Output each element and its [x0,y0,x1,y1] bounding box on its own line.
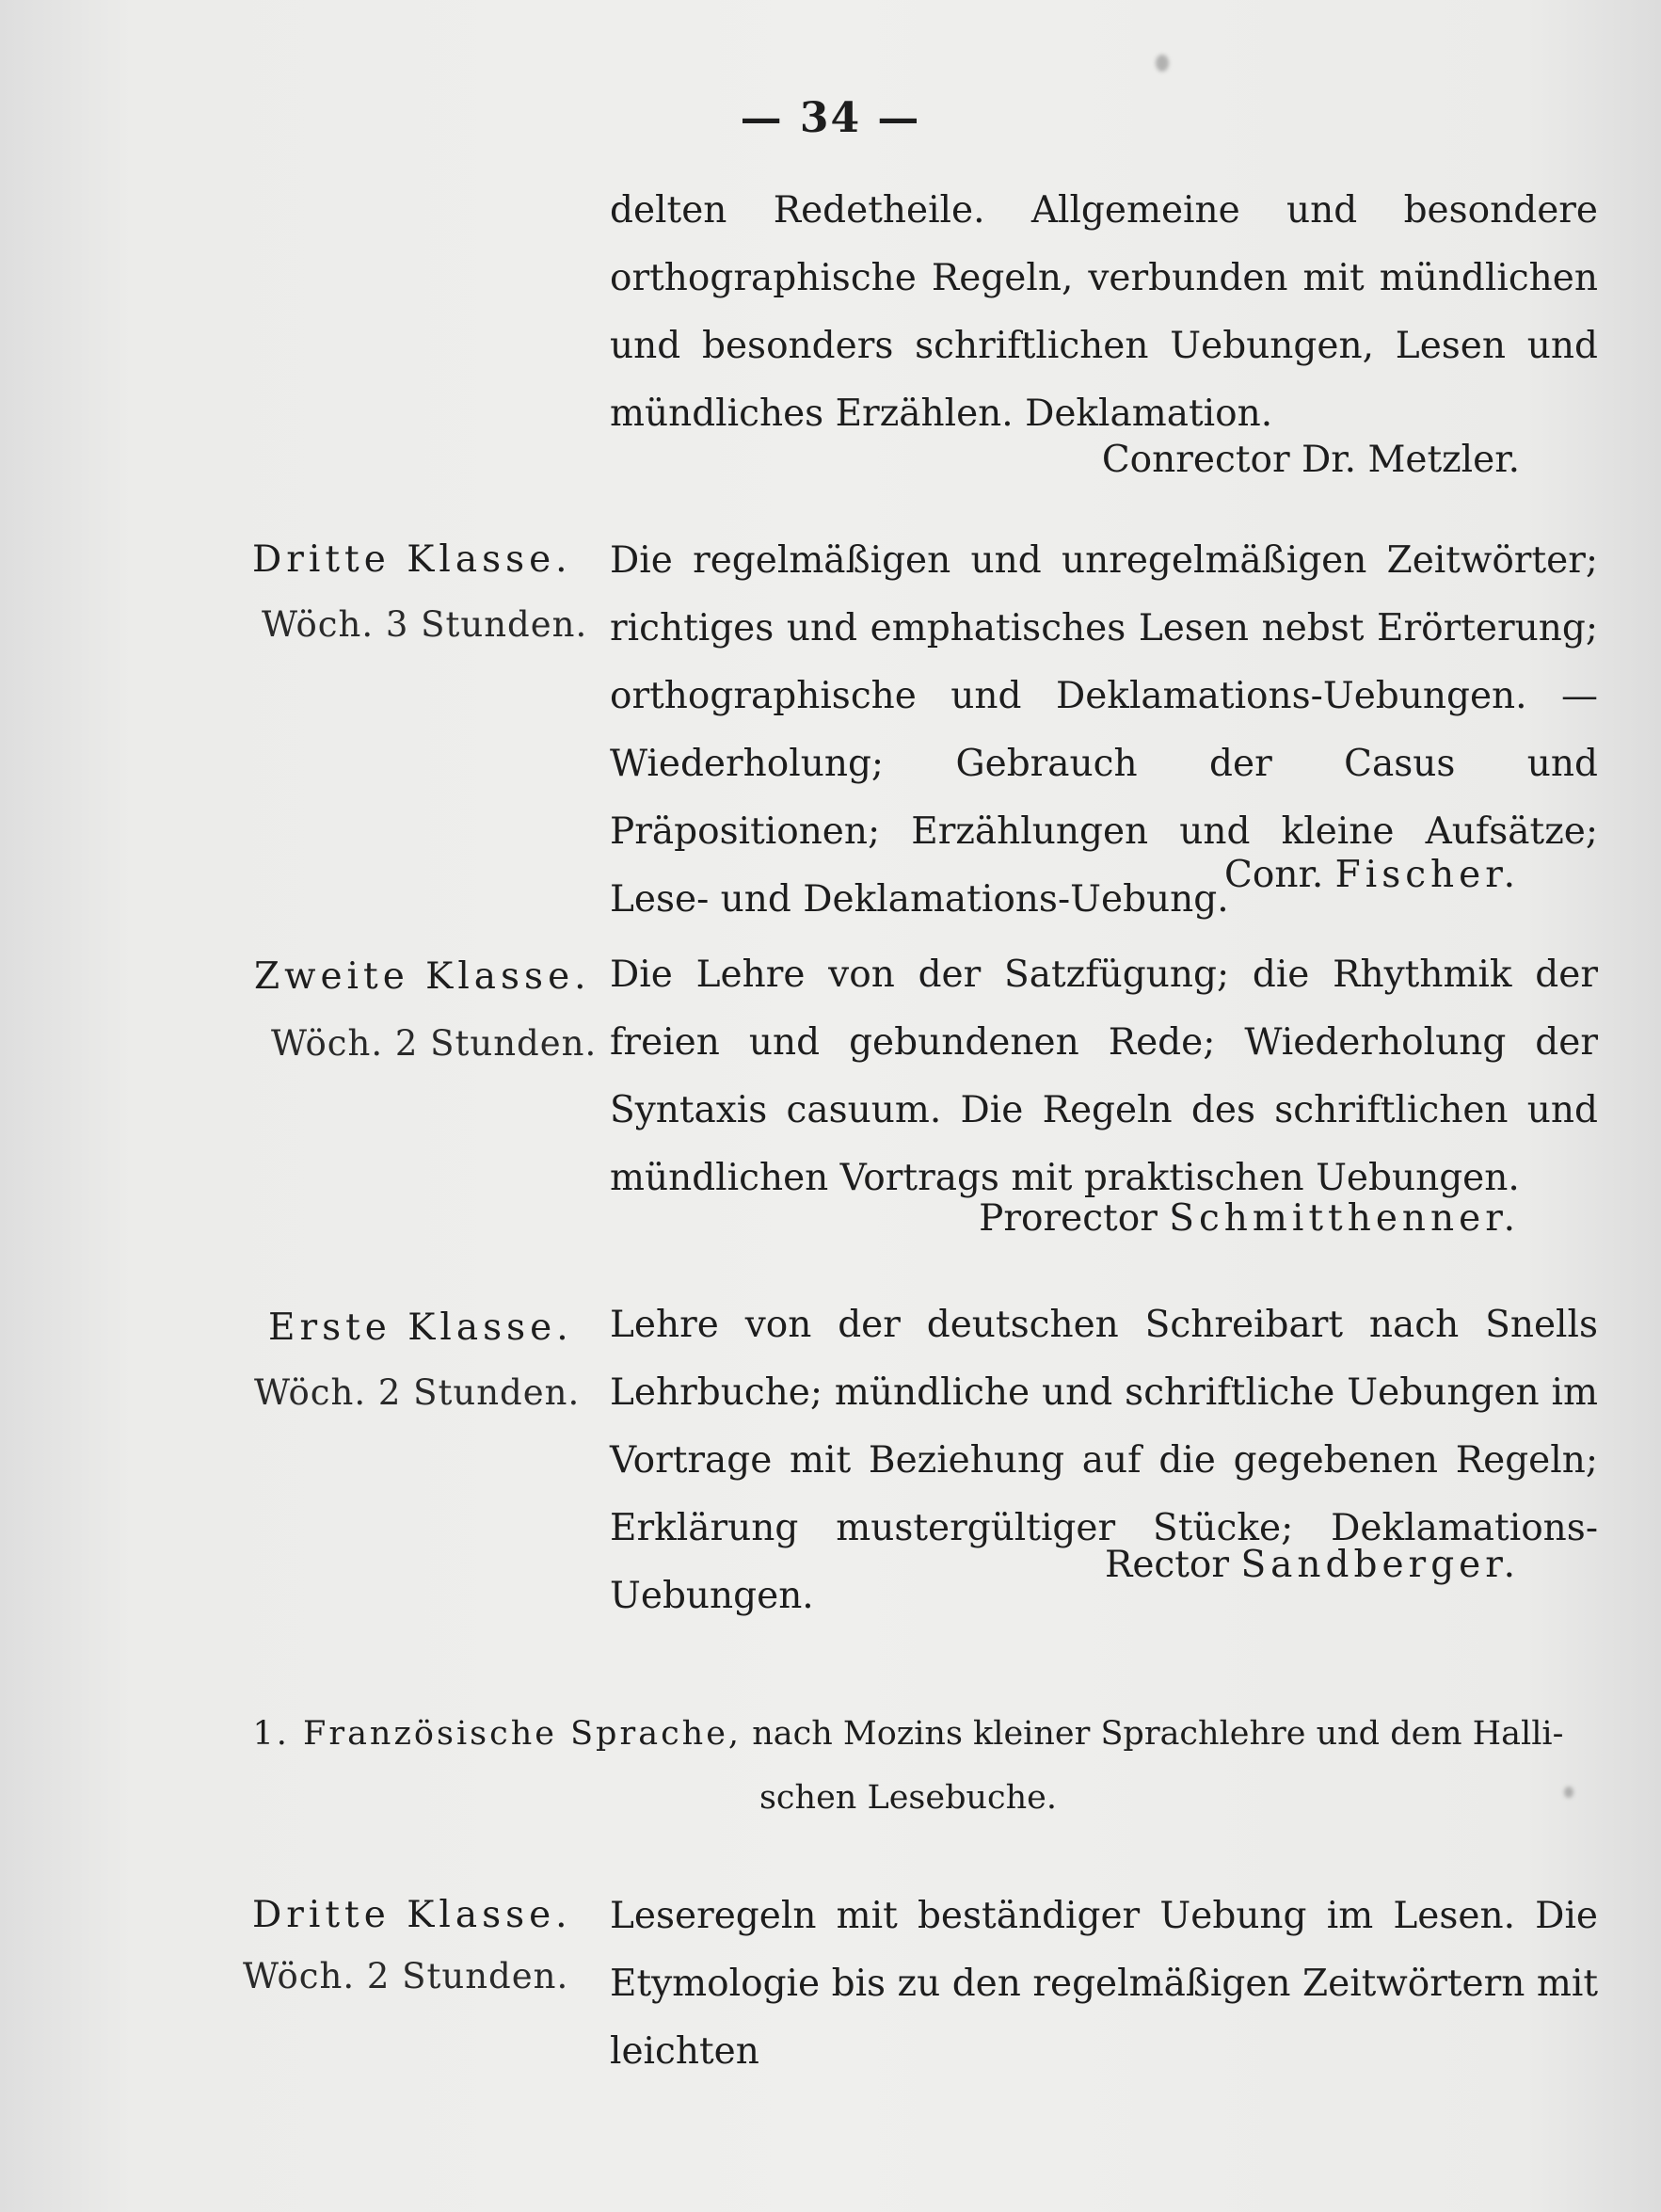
section-heading-line-2: schen Lesebuche. [759,1779,1058,1817]
ink-speck [1156,55,1169,72]
class-hours: Wöch. 2 Stunden. [243,1956,569,1996]
teacher-signature [979,1197,1520,1240]
section-heading-line-1 [216,1702,1600,1766]
teacher-signature [1105,1544,1520,1586]
teacher-name: Schmitthenner. [1169,1197,1520,1240]
class-hours: Wöch. 2 Stunden. [254,1372,581,1413]
ink-speck [1564,1787,1573,1798]
class-label: Dritte Klasse. [252,1894,572,1936]
class-description: Die Lehre von der Satzfügung; die Rhythmik der freien und gebundenen Rede; Wiederholung der Syntaxis casuum. Die Regeln des schriftlichen und mündlichen Vortrags mit praktischen Uebungen. [610,954,1598,1199]
teacher-name: Sandberger. [1240,1544,1520,1586]
continuation-signature: Conrector Dr. Metzler. [1101,439,1520,481]
teacher-signature [1224,854,1520,896]
continuation-paragraph: delten Redetheile. Allgemeine und besondere orthographische Regeln, verbunden mit mündlichen und besonders schriftlichen Uebungen, Lesen und mündliches Erzählen. Deklamation. [610,189,1598,435]
class-description: Leseregeln mit beständiger Uebung im Lesen. Die Etymologie bis zu den regelmäßigen Zeitwörtern mit leichten [610,1895,1598,2073]
class-label: Erste Klasse. [268,1306,573,1349]
teacher-title: Rector [1104,1544,1230,1586]
section-heading-rest: nach Mozins kleiner Sprachlehre und dem Halli- [752,1715,1564,1753]
class-label: Dritte Klasse. [252,538,572,581]
section-heading-lead: 1. Französische Sprache, [252,1715,743,1753]
class-description: Lehre von der deutschen Schreibart nach Snells Lehrbuche; mündliche und schriftliche Uebungen im Vortrage mit Beziehung auf die gegebenen Regeln; Erklärung mustergültiger Stücke; Deklamations-Uebungen. [610,1304,1598,1617]
class-label: Zweite Klasse. [254,955,591,998]
class-hours: Wöch. 2 Stunden. [271,1023,598,1064]
page-number: — 34 — [740,94,921,142]
teacher-title: Conr. [1224,854,1324,896]
section-heading [216,1702,1600,1830]
teacher-title: Prorector [979,1197,1158,1240]
class-description: Die regelmäßigen und unregelmäßigen Zeitwörter; richtiges und emphatisches Lesen nebst Erörterung; orthographische und Deklamations-Uebungen. — Wiederholung; Gebrauch der Casus und Präpositionen; Erzählungen und kleine Aufsätze; Lese- und Deklamations-Uebung. [610,539,1598,921]
class-hours: Wöch. 3 Stunden. [262,604,588,645]
teacher-name: Fischer. [1334,854,1520,896]
